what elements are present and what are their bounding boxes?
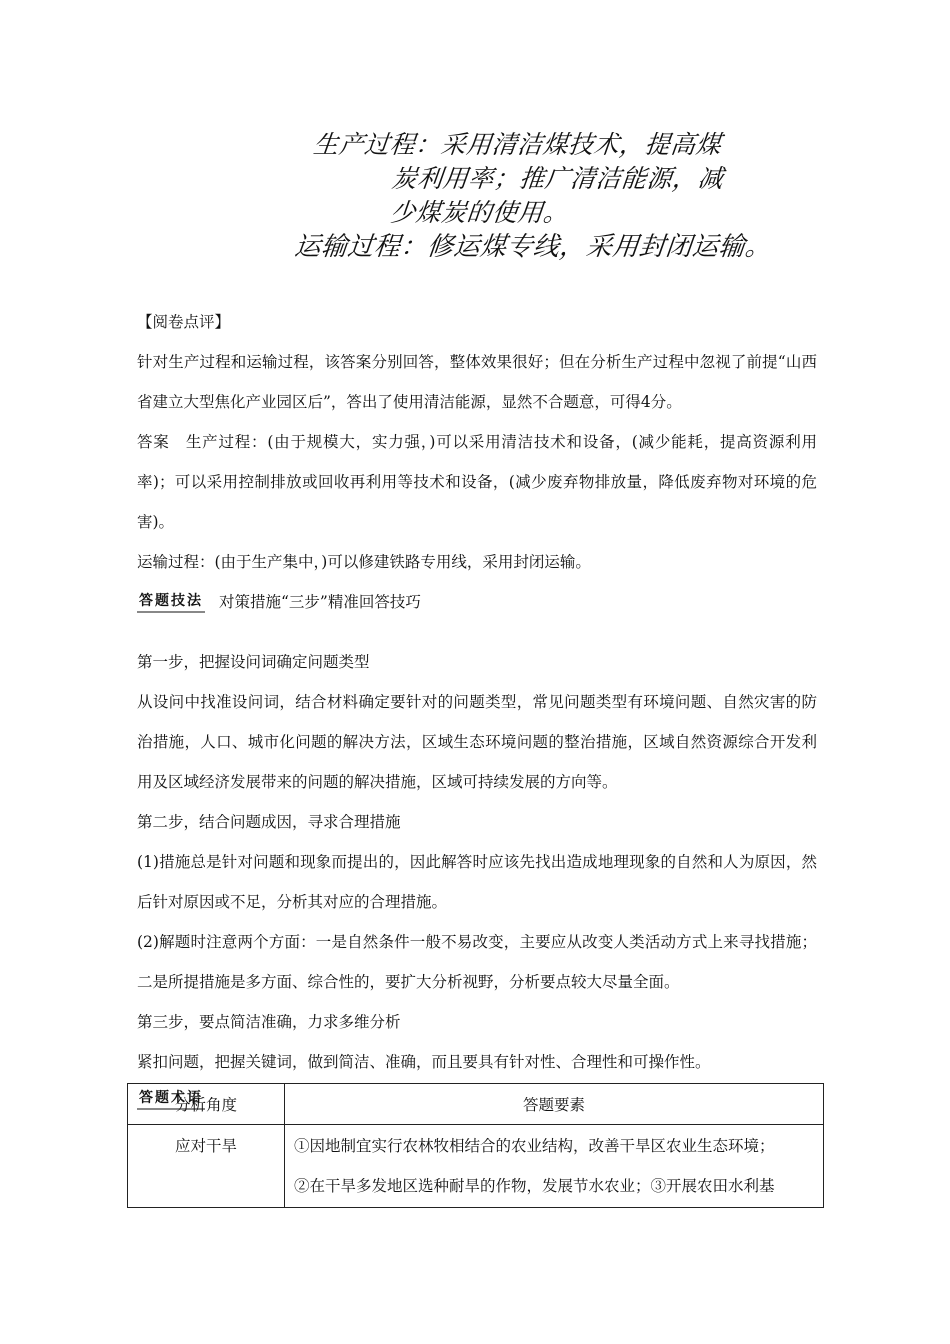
element-line: ①因地制宜实行农林牧相结合的农业结构，改善干旱区农业生态环境； <box>294 1137 775 1155</box>
document-body <box>137 302 817 1116</box>
step1-text: 从设问中找准设问词，结合材料确定要针对的问题类型，常见问题类型有环境问题、自然灾害的防治措施，人口、城市化问题的解决方法，区域生态环境问题的整治措施，区域自然资源综合开发利用及区域经济发展带来的问题的解决措施，区域可持续发展的方向等。 <box>137 693 817 791</box>
step3-text: 紧扣问题，把握关键词，做到简洁、准确，而且要具有针对性、合理性和可操作性。 <box>137 1053 711 1071</box>
step1-title: 第一步，把握设问词确定问题类型 <box>137 653 370 671</box>
step2-title: 第二步，结合问题成因，寻求合理措施 <box>137 813 401 831</box>
review-paragraph: 针对生产过程和运输过程，该答案分别回答，整体效果很好；但在分析生产过程中忽视了前提“山西省建立大型焦化产业园区后”，答出了使用清洁能源，显然不合题意，可得4分。 <box>137 353 817 411</box>
table-header-row <box>128 1084 824 1125</box>
handwriting-line: 运输过程：修运煤专线，采用封闭运输。 <box>293 232 774 262</box>
terms-table <box>127 1083 824 1208</box>
table-cell-angle <box>128 1125 285 1208</box>
answer-production: 答案 生产过程：(由于规模大，实力强，)可以采用清洁技术和设备，(减少能耗，提高资源利用率)；可以采用控制排放或回收再利用等技术和设备，(减少废弃物排放量，降低废弃物对环境的危害)。 <box>137 433 817 531</box>
handwriting-line: 少煤炭的使用。 <box>388 198 571 227</box>
review-heading: 【阅卷点评】 <box>137 313 231 331</box>
element-line: ②在干旱多发地区选种耐旱的作物，发展节水农业；③开展农田水利基 <box>294 1177 775 1195</box>
angle-text: 应对干旱 <box>174 1137 237 1155</box>
technique-header <box>137 582 817 622</box>
step2-item1: (1)措施总是针对问题和现象而提出的，因此解答时应该先找出造成地理现象的自然和人为原因，然后针对原因或不足，分析其对应的合理措施。 <box>137 853 817 911</box>
handwriting-line: 生产过程：采用清洁煤技术，提高煤 <box>311 130 723 159</box>
table-row <box>128 1125 824 1208</box>
table-cell-elements <box>285 1125 824 1208</box>
terms-tag: 答题术语 <box>137 1089 205 1110</box>
technique-tag: 答题技法 <box>137 592 205 613</box>
handwritten-answer <box>293 128 774 264</box>
answer-transport: 运输过程：(由于生产集中，)可以修建铁路专用线，采用封闭运输。 <box>137 553 591 571</box>
table-header-cell: 答题要素 <box>285 1084 824 1125</box>
technique-title: 对策措施“三步”精准回答技巧 <box>219 593 421 611</box>
table-header-cell: 分析角度 <box>128 1084 285 1125</box>
step3-title: 第三步，要点简洁准确，力求多维分析 <box>137 1013 401 1031</box>
step2-item2: (2)解题时注意两个方面：一是自然条件一般不易改变，主要应从改变人类活动方式上来寻找措施；二是所提措施是多方面、综合性的，要扩大分析视野，分析要点较大尽量全面。 <box>137 933 817 991</box>
handwriting-line: 炭利用率；推广清洁能源，减 <box>390 164 725 193</box>
